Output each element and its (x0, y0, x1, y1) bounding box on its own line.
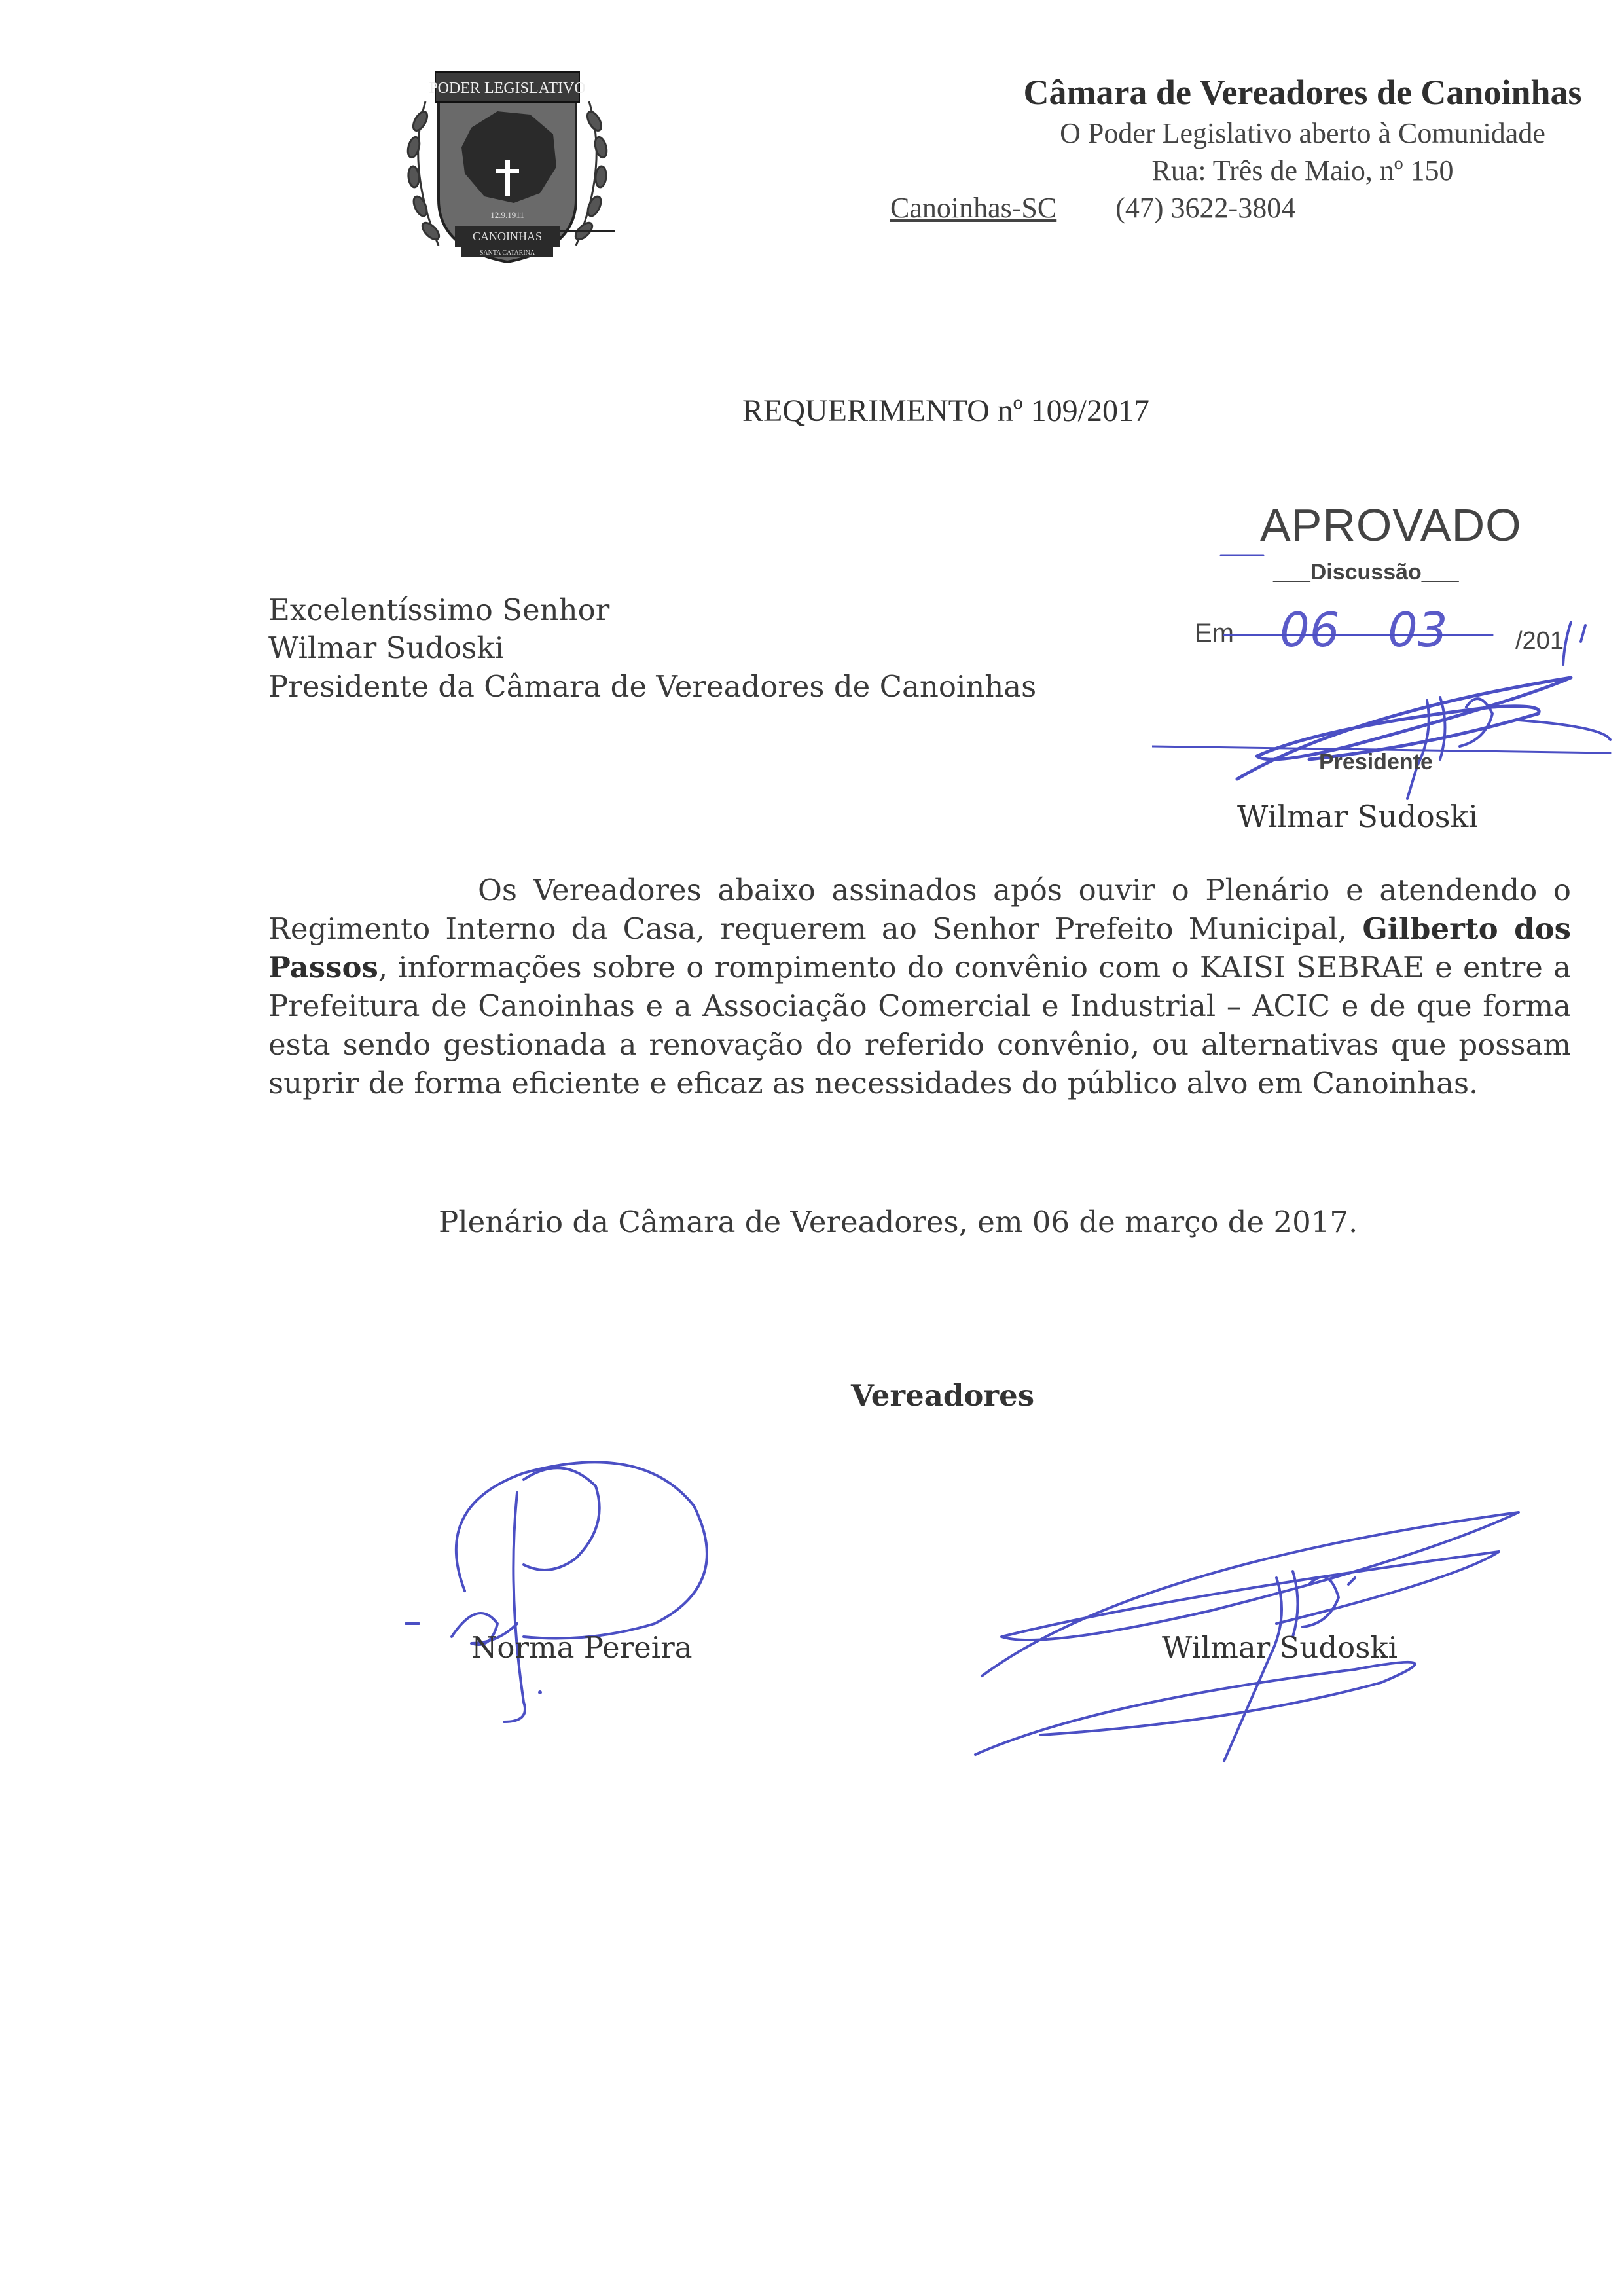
document-title: REQUERIMENTO nº 109/2017 (742, 393, 1149, 428)
stamp-day: 06 (1280, 602, 1340, 657)
signer-name: Wilmar Sudoski (1162, 1630, 1398, 1665)
stamp-status: APROVADO (1260, 500, 1522, 551)
chamber-seal-logo (399, 62, 615, 272)
svg-text:SANTA CATARINA: SANTA CATARINA (479, 249, 535, 257)
svg-text:CANOINHAS: CANOINHAS (472, 230, 543, 243)
request-body (268, 871, 1571, 1102)
signature-norma-pereira (393, 1427, 799, 1741)
addressee-name: Wilmar Sudoski (268, 630, 505, 665)
svg-text:12.9.1911: 12.9.1911 (490, 210, 524, 220)
closing-line: Plenário da Câmara de Vereadores, em 06 de março de 2017. (439, 1205, 1358, 1239)
stamp-month: 03 (1388, 602, 1448, 657)
chamber-address: Rua: Três de Maio, nº 150 (1151, 155, 1454, 187)
chamber-motto: O Poder Legislativo aberto à Comunidade (1060, 117, 1545, 149)
chamber-phone: (47) 3622-3804 (1115, 192, 1296, 224)
stamp-signer-name: Wilmar Sudoski (1237, 799, 1479, 834)
stamp-role: Presidente (1319, 750, 1433, 774)
mayor-name: Gilberto dos Passos (268, 911, 1571, 985)
stamp-stage: ___Discussão___ (1273, 560, 1459, 585)
body-part-2: , informações sobre o rompimento do convênio com o KAISI SEBRAE e entre a Prefeitura de Canoinhas e a Associação Comercial e Industrial – ACIC e de que forma esta sendo gestionada a renovação do referido convênio, ou alternativas que possam suprir de forma eficiente e eficaz as necessidades do público alvo em Canoinhas. (268, 950, 1571, 1101)
stamp-year-prefix: /201 (1515, 627, 1564, 655)
signer-name: Norma Pereira (471, 1630, 693, 1665)
chamber-city: Canoinhas-SC (890, 192, 1057, 224)
chamber-name: Câmara de Vereadores de Canoinhas (1023, 73, 1582, 112)
addressee-role: Presidente da Câmara de Vereadores de Canoinhas (268, 669, 1037, 704)
chamber-city-phone-line (890, 191, 1414, 225)
stamp-date-prefix: Em (1195, 619, 1234, 647)
svg-text:PODER LEGISLATIVO: PODER LEGISLATIVO (429, 80, 586, 97)
body-part-1: Os Vereadores abaixo assinados após ouvir o Plenário e atendendo o Regimento Interno da Casa, requerem ao Senhor Prefeito Municipal, (268, 873, 1571, 946)
addressee-salutation: Excelentíssimo Senhor (268, 592, 610, 627)
signers-label: Vereadores (851, 1378, 1035, 1413)
